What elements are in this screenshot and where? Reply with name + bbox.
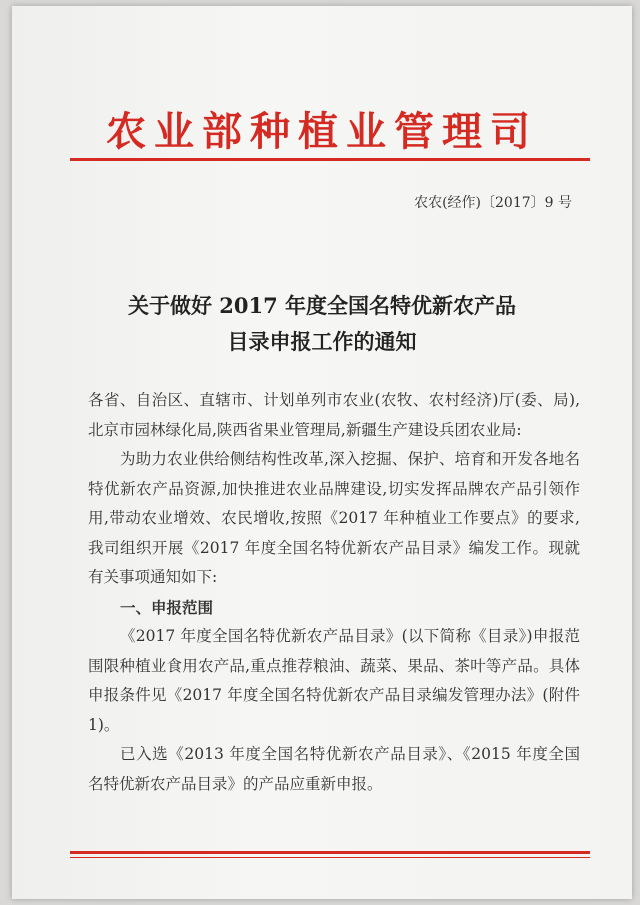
footer-red-rule-thick <box>70 851 590 854</box>
notice-title-line-2: 目录申报工作的通知 <box>227 329 417 354</box>
notice-title <box>12 288 632 360</box>
document-page <box>12 6 632 899</box>
notice-title-line-1: 关于做好 2017 年度全国名特优新农产品 <box>127 293 517 318</box>
scope-paragraph-1: 《2017 年度全国名特优新农产品目录》(以下简称《目录》)申报范围限种植业食用农产品,重点推荐粮油、蔬菜、果品、茶叶等产品。具体申报条件见《2017 年度全国名特优新农产品目录编发管理办法》(附件 1)。 <box>88 627 580 734</box>
header-red-rule <box>70 158 590 161</box>
document-number: 农农(经作)〔2017〕9 号 <box>414 195 572 211</box>
footer-red-rule-thin <box>70 857 590 858</box>
intro-paragraph: 为助力农业供给侧结构性改革,深入挖掘、保护、培育和开发各地名特优新农产品资源,加快推进农业品牌建设,切实发挥品牌农产品引领作用,带动农业增效、农民增收,按照《2017 年种植业工作要点》的要求,我司组织开展《2017 年度全国名特优新农产品目录》编发工作。现就有关事项通知如下: <box>88 450 580 586</box>
notice-body <box>88 386 580 799</box>
issuing-organization-title: 农业部种植业管理司 <box>106 108 538 155</box>
section-heading-scope: 一、申报范围 <box>120 597 214 617</box>
recipients-paragraph: 各省、自治区、直辖市、计划单列市农业(农牧、农村经济)厅(委、局),北京市园林绿化局,陕西省果业管理局,新疆生产建设兵团农业局: <box>88 391 580 439</box>
scope-paragraph-2: 已入选《2013 年度全国名特优新农产品目录》、《2015 年度全国名特优新农产品目录》的产品应重新申报。 <box>88 745 580 793</box>
